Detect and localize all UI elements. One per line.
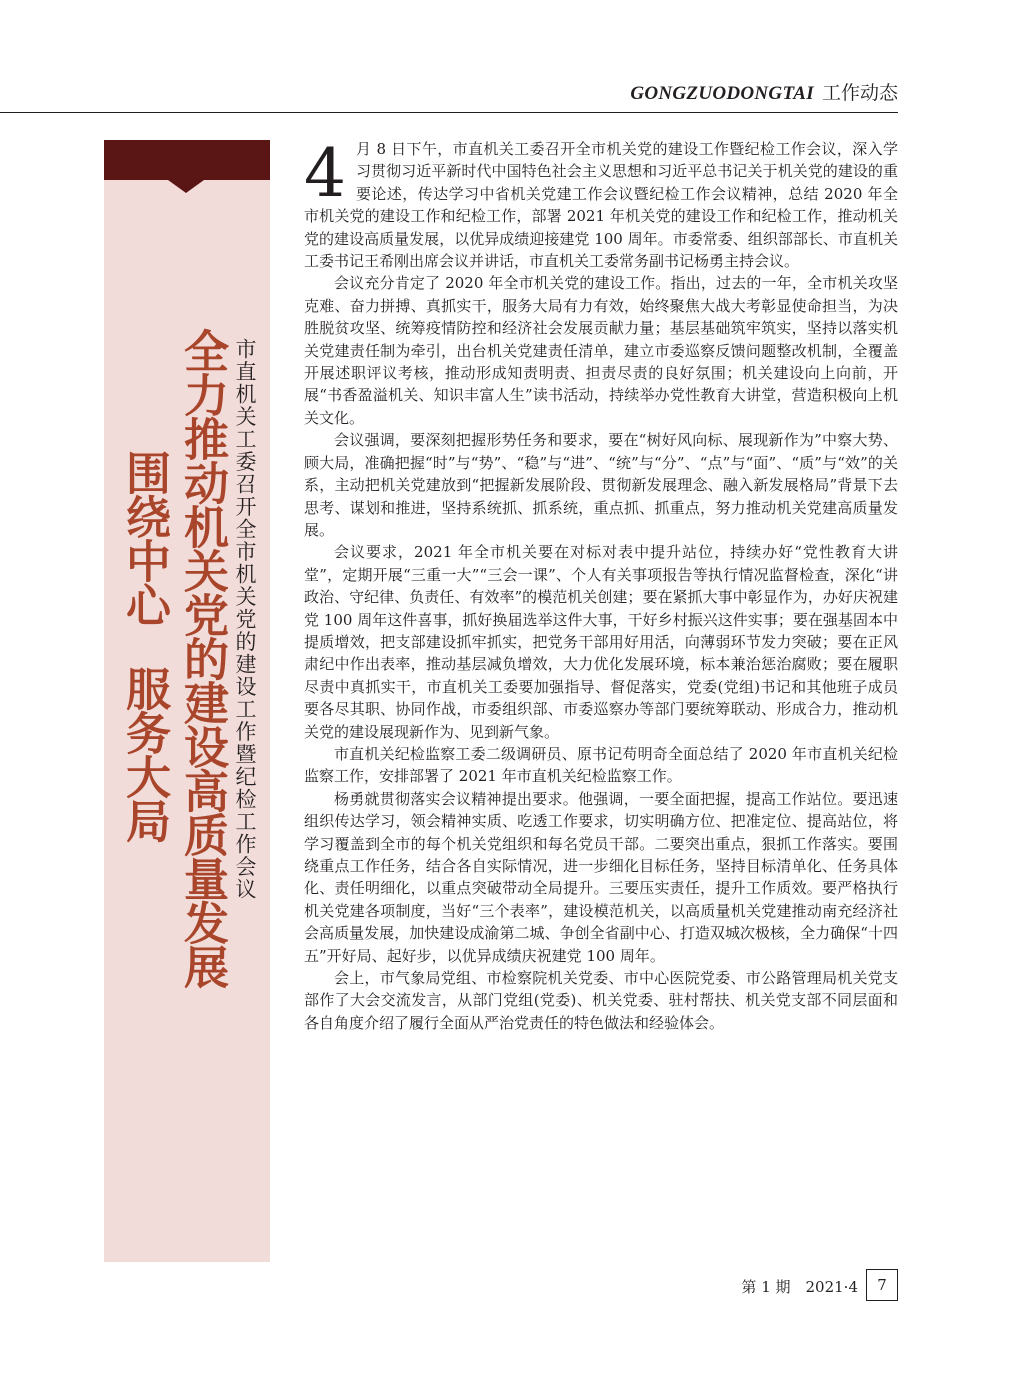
page-number: 7 bbox=[866, 1269, 898, 1301]
article-main-title: 全力推动机关党的建设高质量发展 bbox=[176, 328, 229, 988]
subtitle-part-2: 服务大局 bbox=[118, 666, 171, 842]
page-footer bbox=[700, 1269, 898, 1301]
paragraph-4: 会议要求，2021 年全市机关要在对标对表中提升站位，持续办好“党性教育大讲堂”，定期开展“三重一大”“三会一课”、个人有关事项报告等执行情况监督检查，深化“讲政治、守纪律、负责任、有效率”的模范机关创建；要在紧抓大事中彰显作为，办好庆祝建党 100 周年这件喜事，抓好换届选举这件大事，干好乡村振兴这件实事；要在强基固本中提质增效，把支部建设抓牢抓实，把党务干部用好用活，向薄弱环节发力突破；要在正风肃纪中作出表率，推动基层减负增效，大力优化发展环境，标本兼治惩治腐败；要在履职尽责中真抓实干，市直机关工委要加强指导、督促落实，党委(党组)书记和其他班子成员要各尽其职、协同作战，市委组织部、市委巡察办等部门要统筹联动、形成合力，推动机关党的建设展现新作为、见到新气象。 bbox=[304, 543, 898, 741]
subtitle-part-1: 围绕中心 bbox=[118, 450, 171, 626]
sidebar-top-band bbox=[104, 140, 270, 180]
article-kicker: 市直机关工委召开全市机关党的建设工作暨纪检工作会议 bbox=[233, 338, 257, 901]
header-section: 工作动态 bbox=[821, 82, 898, 104]
header-pinyin: GONGZUODONGTAI bbox=[630, 83, 814, 104]
paragraph-1: 4 月 8 日下午，市直机关工委召开全市机关党的建设工作暨纪检工作会议，深入学习贯彻习近平新时代中国特色社会主义思想和习近平总书记关于机关党的建设的重要论述，传达学习中省机关党建工作会议暨纪检工作会议精神，总结 2020 年全市机关党的建设工作和纪检工作，部署 2021 年机关党的建设工作和纪检工作，推动机关党的建设高质量发展，以优异成绩迎接建党 100 周年。市委常委、组织部部长、市直机关工委书记王希刚出席会议并讲话，市直机关工委常务副书记杨勇主持会议。 bbox=[304, 135, 898, 271]
paragraph-7: 会上，市气象局党组、市检察院机关党委、市中心医院党委、市公路管理局机关党支部作了大会交流发言，从部门党组(党委)、机关党委、驻村帮扶、机关党支部不同层面和各自角度介绍了履行全面从严治党责任的特色做法和经验体会。 bbox=[304, 969, 898, 1032]
paragraph-2: 会议充分肯定了 2020 年全市机关党的建设工作。指出，过去的一年，全市机关攻坚克难、奋力拼搏、真抓实干，服务大局有力有效，始终聚焦大战大考彰显使命担当，为决胜脱贫攻坚、统筹疫情防控和经济社会发展贡献力量；基层基础筑牢筑实，坚持以落实机关党建责任制为牵引，出台机关党建责任清单，建立市委巡察反馈问题整改机制，全覆盖开展述职评议考核，推动形成知责明责、担责尽责的良好氛围；机关建设向上向前，开展“书香盈溢机关、知识丰富人生”读书活动，持续举办党性教育大讲堂，营造积极向上机关文化。 bbox=[304, 274, 898, 427]
paragraph-3: 会议强调，要深刻把握形势任务和要求，要在“树好风向标、展现新作为”中察大势、顾大局，准确把握“时”与“势”、“稳”与“进”、“统”与“分”、“点”与“面”、“质”与“效”的关系，主动把机关党建放到“把握新发展阶段、贯彻新发展理念、融入新发展格局”背景下去思考、谋划和推进，坚持系统抓、抓系统，重点抓、抓重点，努力推动机关党建高质量发展。 bbox=[304, 431, 898, 539]
article-subtitle bbox=[112, 450, 177, 842]
paragraph-6: 杨勇就贯彻落实会议精神提出要求。他强调，一要全面把握，提高工作站位。要迅速组织传达学习，领会精神实质、吃透工作要求，切实明确方位、把准定位、提高站位，将学习覆盖到全市的每个机关党组织和每名党员干部。二要突出重点，狠抓工作落实。要围绕重点工作任务，结合各自实际情况，进一步细化目标任务，坚持目标清单化、任务具体化、责任明细化，以重点突破带动全局提升。三要压实责任，提升工作质效。要严格执行机关党建各项制度，当好“三个表率”，建设模范机关，以高质量机关党建推动南充经济社会高质量发展，加快建设成渝第二城、争创全省副中心、打造双城次极核，全力确保“十四五”开好局、起好步，以优异成绩庆祝建党 100 周年。 bbox=[304, 789, 898, 965]
drop-cap: 4 bbox=[304, 135, 346, 212]
sidebar-notch bbox=[168, 180, 204, 193]
running-header bbox=[0, 70, 898, 113]
issue-info: 第 1 期 2021·4 bbox=[741, 1278, 858, 1296]
header-line bbox=[630, 78, 898, 105]
paragraph-5: 市直机关纪检监察工委二级调研员、原书记苟明奇全面总结了 2020 年市直机关纪检监察工作，安排部署了 2021 年市直机关纪检监察工作。 bbox=[304, 744, 898, 786]
article-body bbox=[304, 135, 898, 1034]
